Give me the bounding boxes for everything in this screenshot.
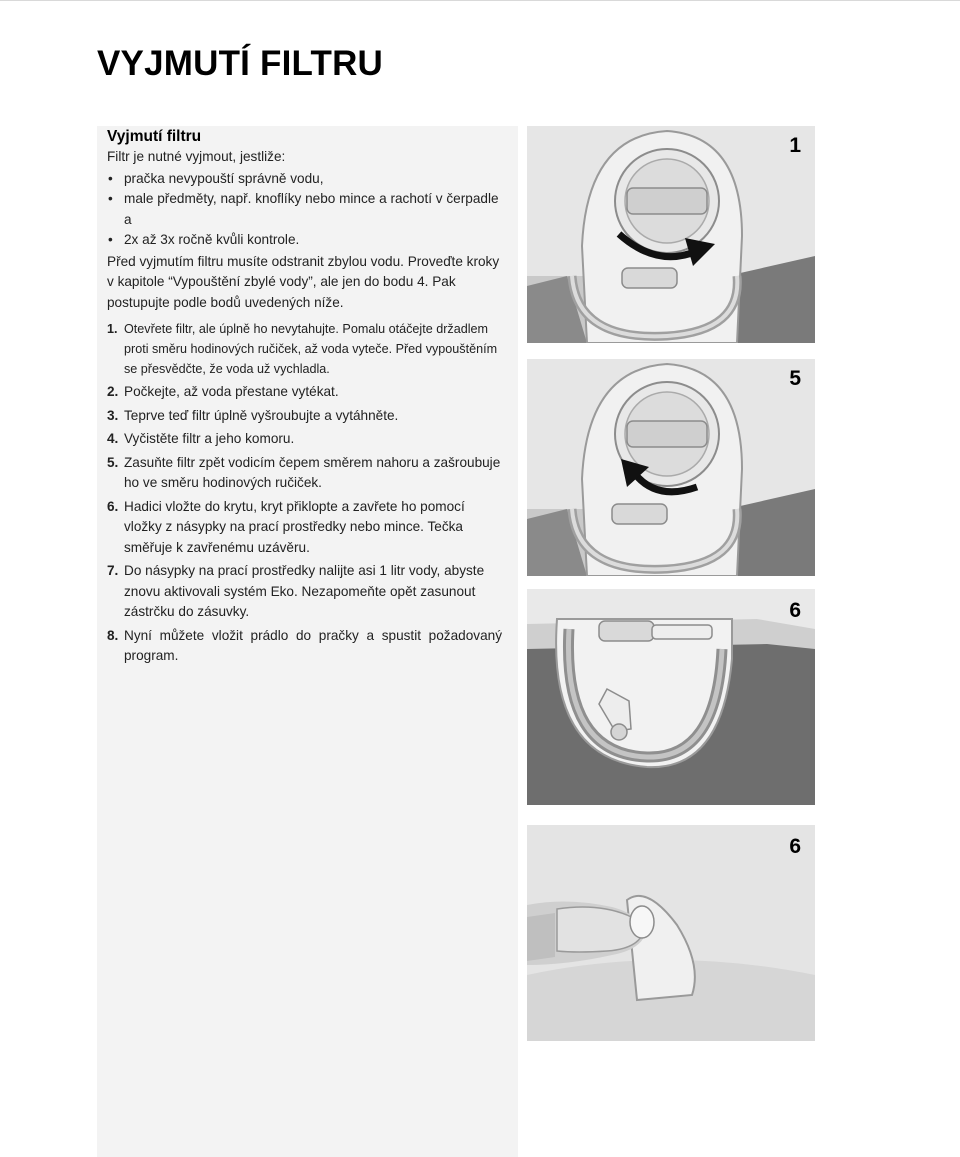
step-text: Do násypky na prací prostředky nalijte asi 1 litr vody, abyste znovu aktivovali systém Eko. Nezapomeňte opět zasunout zástrčku do zásuvky.: [124, 563, 485, 619]
step-item: [107, 429, 502, 450]
photo-label: 5: [789, 367, 801, 390]
step-text: Počkejte, až voda přestane vytékat.: [124, 384, 339, 399]
preparation-paragraph: Před vyjmutím filtru musíte odstranit zbylou vodu. Proveďte kroky v kapitole “Vypouštění zbylé vody”, ale jen do bodu 4. Pak postupujte podle bodů uvedených níže.: [107, 253, 500, 310]
step-text: Hadici vložte do krytu, kryt přiklopte a zavřete ho pomocí vložky z násypky na prací prostředky nebo mince. Tečka směřuje k zavřenému uzávěru.: [124, 498, 465, 555]
photo-cover-closing: [527, 825, 815, 1041]
step-text: Otevřete filtr, ale úplně ho nevytahujte. Pomalu otáčejte držadlem proti směru hodinových ručiček, až voda vyteče. Před vypouštěním se přesvědčte, že voda už vychladla.: [124, 322, 498, 376]
step-item: [107, 319, 502, 379]
photo-label: 6: [789, 599, 801, 622]
step-item: [107, 406, 502, 427]
instructions-panel: [97, 126, 518, 1157]
photo-filter-open: [527, 126, 815, 343]
photo-label: 6: [789, 835, 801, 858]
step-item: [107, 382, 502, 403]
step-item: [107, 626, 502, 667]
photo-illustration: [527, 825, 815, 1041]
instructions-content: [107, 126, 502, 670]
step-text: Zasuňte filtr zpět vodicím čepem směrem nahoru a zašroubuje ho ve směru hodinových ručiček.: [124, 454, 501, 490]
section-heading: Vyjmutí filtru: [107, 128, 202, 145]
step-number: 7.: [107, 563, 119, 578]
photo-illustration: [527, 359, 815, 576]
step-text: Vyčistěte filtr a jeho komoru.: [124, 431, 295, 446]
photo-illustration: [527, 126, 815, 343]
step-number: 2.: [107, 384, 119, 399]
photo-illustration: [527, 589, 815, 805]
top-rule: [0, 0, 960, 1]
photo-filter-removed: [527, 589, 815, 805]
step-number: 8.: [107, 627, 119, 643]
step-item: [107, 497, 502, 559]
step-number: 3.: [107, 407, 119, 423]
step-number: 6.: [107, 498, 119, 514]
page-title: VYJMUTÍ FILTRU: [97, 44, 384, 83]
step-number: 5.: [107, 454, 119, 470]
list-item: • pračka nevypouští správně vodu,: [107, 169, 502, 190]
step-item: [107, 561, 502, 623]
step-text: Nyní můžete vložit prádlo do pračky a spustit požadovaný program.: [124, 627, 502, 663]
step-number: 1.: [107, 322, 118, 336]
step-text: Teprve teď filtr úplně vyšroubujte a vytáhněte.: [124, 407, 399, 423]
list-item: • male předměty, např. knoflíky nebo mince a rachotí v čerpadle a: [107, 189, 502, 230]
steps-list: [107, 319, 502, 667]
photo-label: 1: [789, 134, 801, 157]
intro-text: Filtr je nutné vyjmout, jestliže:: [107, 149, 286, 164]
reasons-list: [107, 169, 502, 251]
list-item: • 2x až 3x ročně kvůli kontrole.: [107, 230, 502, 251]
photo-filter-unscrew: [527, 359, 815, 576]
step-number: 4.: [107, 431, 119, 446]
step-item: [107, 453, 502, 494]
